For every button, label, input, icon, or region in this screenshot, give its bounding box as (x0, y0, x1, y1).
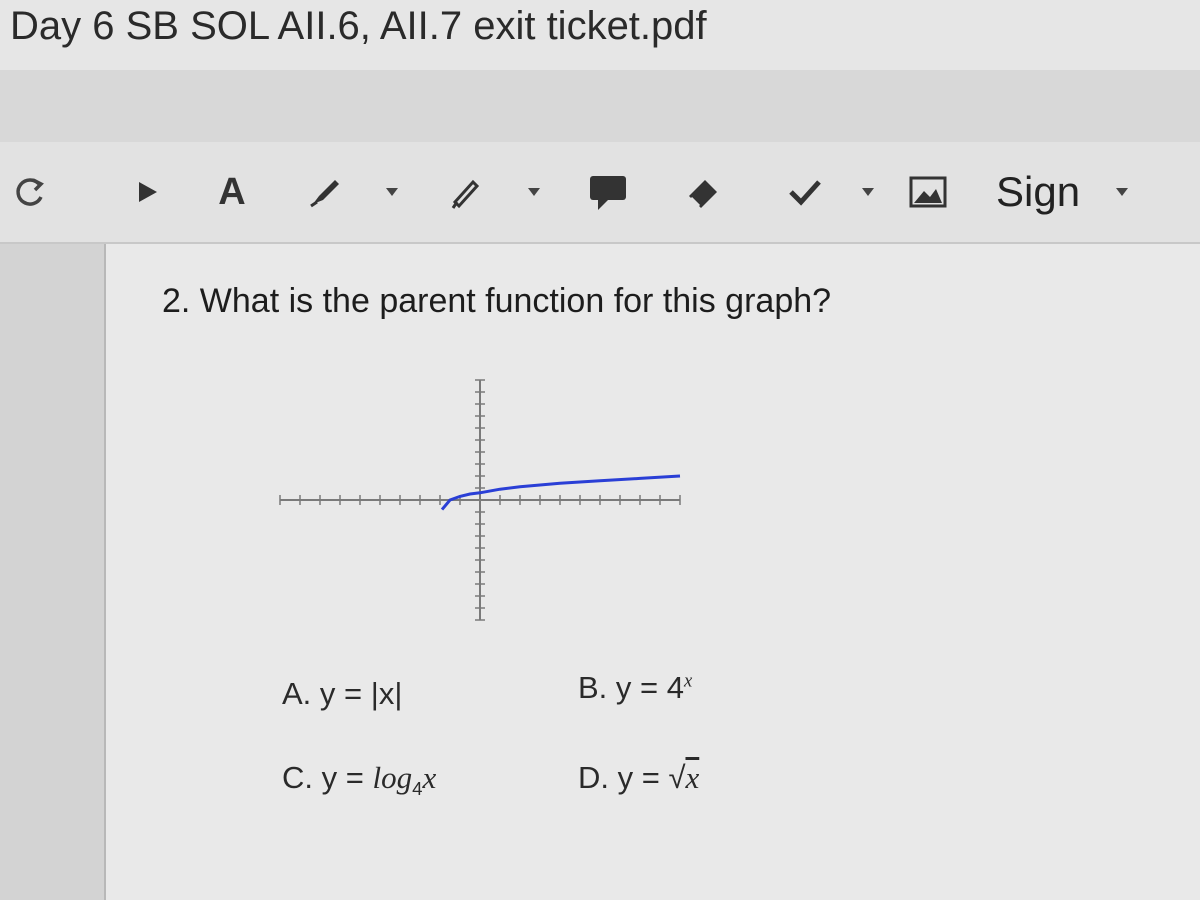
choice-c-arg: x (422, 760, 437, 795)
select-tool-button[interactable] (128, 142, 168, 242)
comment-icon (586, 170, 630, 214)
eraser-button[interactable] (678, 142, 728, 242)
question-text: 2. What is the parent function for this graph? (162, 282, 832, 320)
choice-d[interactable] (578, 760, 699, 796)
refresh-icon (13, 175, 47, 209)
choice-d-prefix: y = (617, 760, 669, 795)
choice-c-base: 4 (412, 778, 423, 800)
checkmark-icon (785, 172, 825, 212)
text-tool-button[interactable] (210, 142, 254, 242)
choice-c[interactable] (282, 760, 436, 800)
window-separator (0, 70, 1200, 142)
choice-b[interactable] (578, 670, 692, 706)
eraser-icon (683, 172, 723, 212)
pen-dropdown-caret[interactable] (528, 188, 540, 196)
sign-button[interactable]: Sign (996, 168, 1081, 215)
sign-dropdown-caret[interactable] (1116, 188, 1128, 196)
comment-button[interactable] (580, 142, 636, 242)
highlighter-button[interactable] (300, 142, 350, 242)
choice-a[interactable] (282, 676, 402, 712)
choice-c-prefix: y = (321, 760, 373, 795)
title-bar (0, 0, 1200, 70)
left-gutter (0, 244, 104, 900)
highlighter-dropdown-caret[interactable] (386, 188, 398, 196)
pen-icon (445, 172, 485, 212)
choice-b-prefix: y = (615, 670, 667, 705)
choice-a-expr: |x| (370, 676, 403, 711)
choice-a-prefix: y = (319, 676, 371, 711)
function-graph (270, 370, 690, 630)
choice-b-letter: B. (578, 670, 608, 705)
image-icon (908, 175, 948, 209)
text-tool-icon: A (218, 170, 246, 213)
highlighter-icon (305, 172, 345, 212)
choice-b-base: 4 (666, 670, 685, 705)
choice-d-radical: √ (668, 760, 686, 795)
insert-image-button[interactable] (900, 142, 956, 242)
log-curve (442, 476, 680, 510)
checkmark-button[interactable] (780, 142, 830, 242)
checkmark-dropdown-caret[interactable] (862, 188, 874, 196)
choice-b-exponent: x (684, 670, 693, 692)
choice-c-letter: C. (282, 760, 313, 795)
select-arrow-icon (135, 179, 161, 205)
refresh-button[interactable] (8, 142, 52, 242)
choice-d-letter: D. (578, 760, 609, 795)
choice-a-letter: A. (282, 676, 312, 711)
choice-c-log: log (372, 760, 413, 795)
choice-d-arg: x (685, 760, 700, 795)
document-title: Day 6 SB SOL AII.6, AII.7 exit ticket.pdf (10, 4, 707, 48)
pen-button[interactable] (440, 142, 490, 242)
